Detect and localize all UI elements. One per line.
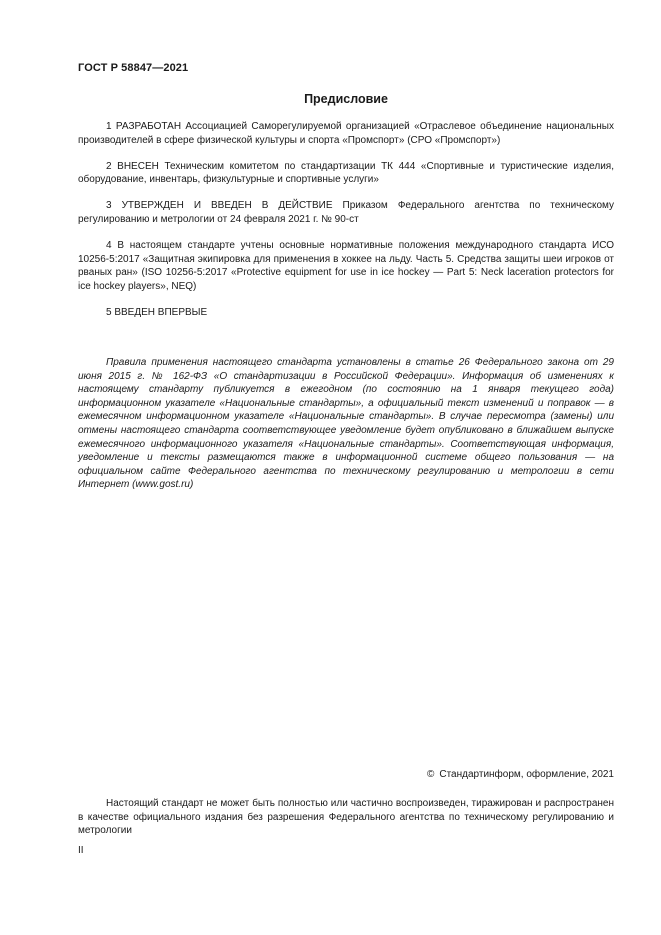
preface-item-approved: 3 УТВЕРЖДЕН И ВВЕДЕН В ДЕЙСТВИЕ Приказом Федерального агентства по техническому регулированию и метрологии от 24 февраля 2021 г. № 90-ст bbox=[78, 200, 614, 225]
preface-item-introduced: 2 ВНЕСЕН Техническим комитетом по стандартизации ТК 444 «Спортивные и туристические изделия, оборудование, инвентарь, физкультурные и спортивные услуги» bbox=[78, 160, 614, 186]
preface-item-first-time: 5 ВВЕДЕН ВПЕРВЫЕ bbox=[106, 306, 208, 318]
section-title: Предисловие bbox=[304, 92, 388, 106]
copyright-text: Стандартинформ, оформление, 2021 bbox=[439, 769, 614, 780]
preface-body bbox=[78, 120, 614, 332]
preface-item-international: 4 В настоящем стандарте учтены основные нормативные положения международного стандарта ИСО 10256-5:2017 «Защитная экипировка для применения в хоккее на льду. Часть 5. Средства защиты шеи игроков от рваных ран» (ISO 10256-5:2017 «Protective equipment for use in ice hockey — Part 5: Neck laceration protectors for ice hockey players», NEQ) bbox=[78, 240, 614, 292]
page-number: II bbox=[78, 845, 84, 856]
application-rules-notice: Правила применения настоящего стандарта установлены в статье 26 Федерального закона от 29 июня 2015 г. № 162-ФЗ «О стандартизации в Российской Федерации». Информация об изменениях к настоящему стандарту публикуется в ежегодном (по состоянию на 1 января текущего года) информационном указателе «Национальные стандарты», а официальный текст изменений и поправок — в ежемесячном информационном указателе «Национальные стандарты». В случае пересмотра (замены) или отмены настоящего стандарта соответствующее уведомление будет опубликовано в ближайшем выпуске ежемесячного информационного указателя «Национальные стандарты». Соответствующая информация, уведомление и тексты размещаются также в информационной системе общего пользования — на официальном сайте Федерального агентства по техническому регулированию и метрологии в сети Интернет (www.gost.ru) bbox=[78, 357, 614, 491]
copyright-icon: © bbox=[426, 769, 435, 780]
copyright-line bbox=[427, 768, 614, 781]
standard-number: ГОСТ Р 58847—2021 bbox=[78, 62, 189, 74]
reproduction-rights-text: Настоящий стандарт не может быть полностью или частично воспроизведен, тиражирован и распространен в качестве официального издания без разрешения Федерального агентства по техническому регулированию и метрологии bbox=[78, 798, 614, 837]
preface-item-developed: 1 РАЗРАБОТАН Ассоциацией Саморегулируемой организацией «Отраслевое объединение национальных производителей в сфере физической культуры и спорта «Промспорт» (СРО «Промспорт») bbox=[78, 121, 614, 146]
